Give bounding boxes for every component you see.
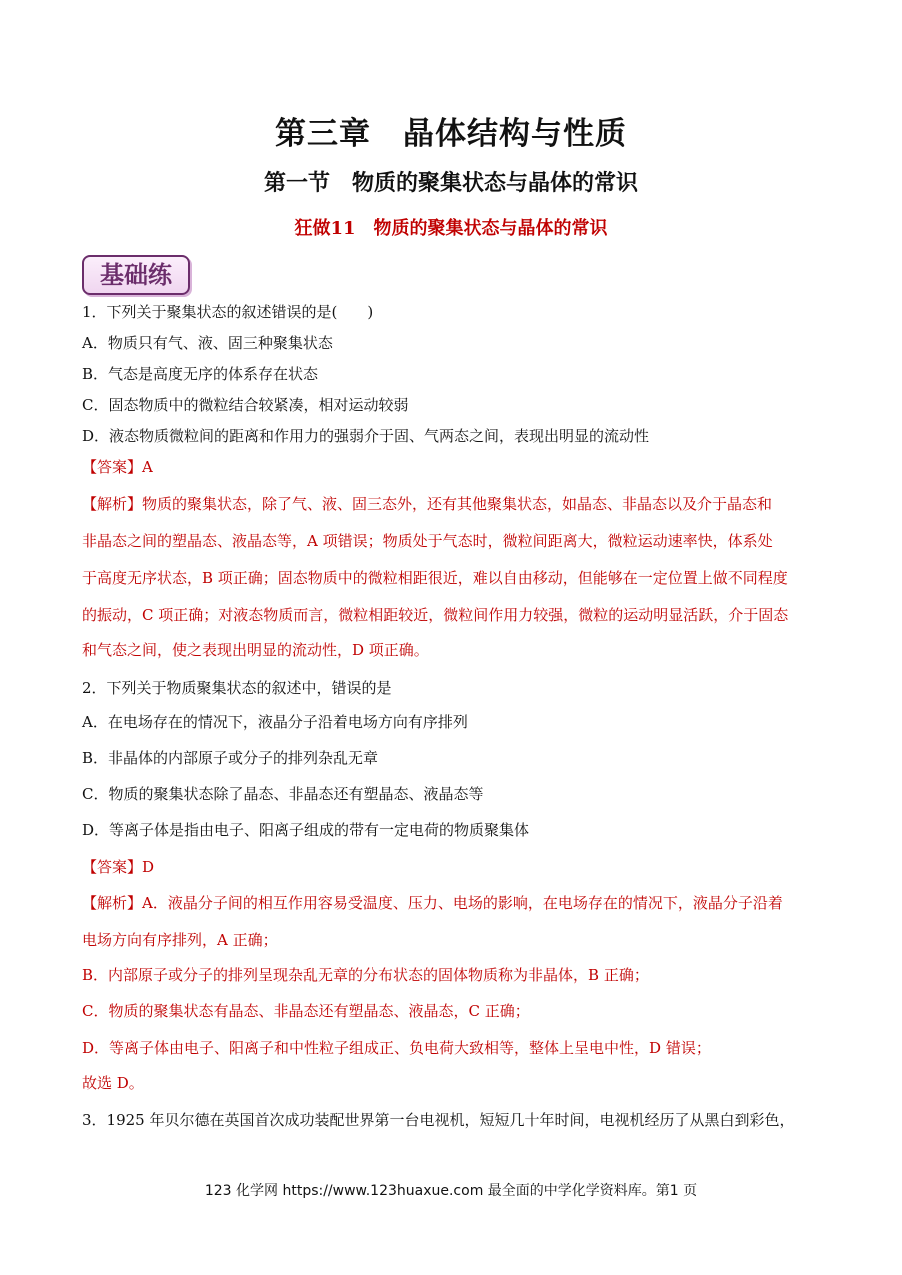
chapter-title: 第三章 晶体结构与性质: [275, 116, 627, 152]
text-line: D．液态物质微粒间的距离和作用力的强弱介于固、气两态之间，表现出明显的流动性: [82, 427, 650, 445]
text-line: 电场方向有序排列，A 正确；: [82, 931, 278, 949]
text-line: A．在电场存在的情况下，液晶分子沿着电场方向有序排列: [82, 713, 468, 731]
basic-practice-badge: 基础练: [82, 255, 190, 295]
text-line: 【解析】物质的聚集状态，除了气、液、固三态外，还有其他聚集状态，如晶态、非晶态以及介于晶态和: [82, 495, 773, 513]
text-line: 【答案】D: [82, 858, 155, 876]
text-line: 故选 D。: [82, 1074, 144, 1092]
text-line: B．内部原子或分子的排列呈现杂乱无章的分布状态的固体物质称为非晶体，B 正确；: [82, 966, 649, 984]
text-line: D．等离子体由电子、阳离子和中性粒子组成正、负电荷大致相等，整体上呈电中性，D 错误；: [82, 1039, 711, 1057]
text-line: 【答案】A: [82, 458, 153, 476]
text-line: C．固态物质中的微粒结合较紧凑，相对运动较弱: [82, 396, 409, 414]
text-line: 于高度无序状态，B 项正确；固态物质中的微粒相距很近，难以自由移动，但能够在一定位置上做不同程度: [82, 569, 788, 587]
page-footer: 123 化学网 https://www.123huaxue.com 最全面的中学化学资料库。第1 页: [204, 1183, 698, 1199]
text-line: B．气态是高度无序的体系存在状态: [82, 365, 319, 383]
text-line: A．物质只有气、液、固三种聚集状态: [82, 334, 333, 352]
text-line: C．物质的聚集状态有晶态、非晶态还有塑晶态、液晶态，C 正确；: [82, 1002, 530, 1020]
text-line: B．非晶体的内部原子或分子的排列杂乱无章: [82, 749, 379, 767]
text-line: 2．下列关于物质聚集状态的叙述中，错误的是: [82, 679, 392, 697]
text-line: C．物质的聚集状态除了晶态、非晶态还有塑晶态、液晶态等: [82, 785, 484, 803]
text-line: D．等离子体是指由电子、阳离子组成的带有一定电荷的物质聚集体: [82, 821, 530, 839]
text-line: 和气态之间，使之表现出明显的流动性，D 项正确。: [82, 641, 429, 659]
text-line: 的振动，C 项正确；对液态物质而言，微粒相距较近，微粒间作用力较强，微粒的运动明显活跃，介于固态: [82, 606, 789, 624]
text-line: 【解析】A．液晶分子间的相互作用容易受温度、压力、电场的影响，在电场存在的情况下，液晶分子沿着: [82, 894, 783, 912]
text-line: 非晶态之间的塑晶态、液晶态等，A 项错误；物质处于气态时，微粒间距离大，微粒运动速率快，体系处: [82, 532, 773, 550]
text-line: 3．1925 年贝尔德在英国首次成功装配世界第一台电视机，短短几十年时间，电视机经历了从黑白到彩色，: [82, 1111, 795, 1129]
section-title: 第一节 物质的聚集状态与晶体的常识: [263, 171, 638, 196]
text-line: 1．下列关于聚集状态的叙述错误的是( ): [82, 303, 374, 321]
exercise-title: 狂做11 物质的聚集状态与晶体的常识: [294, 218, 608, 239]
